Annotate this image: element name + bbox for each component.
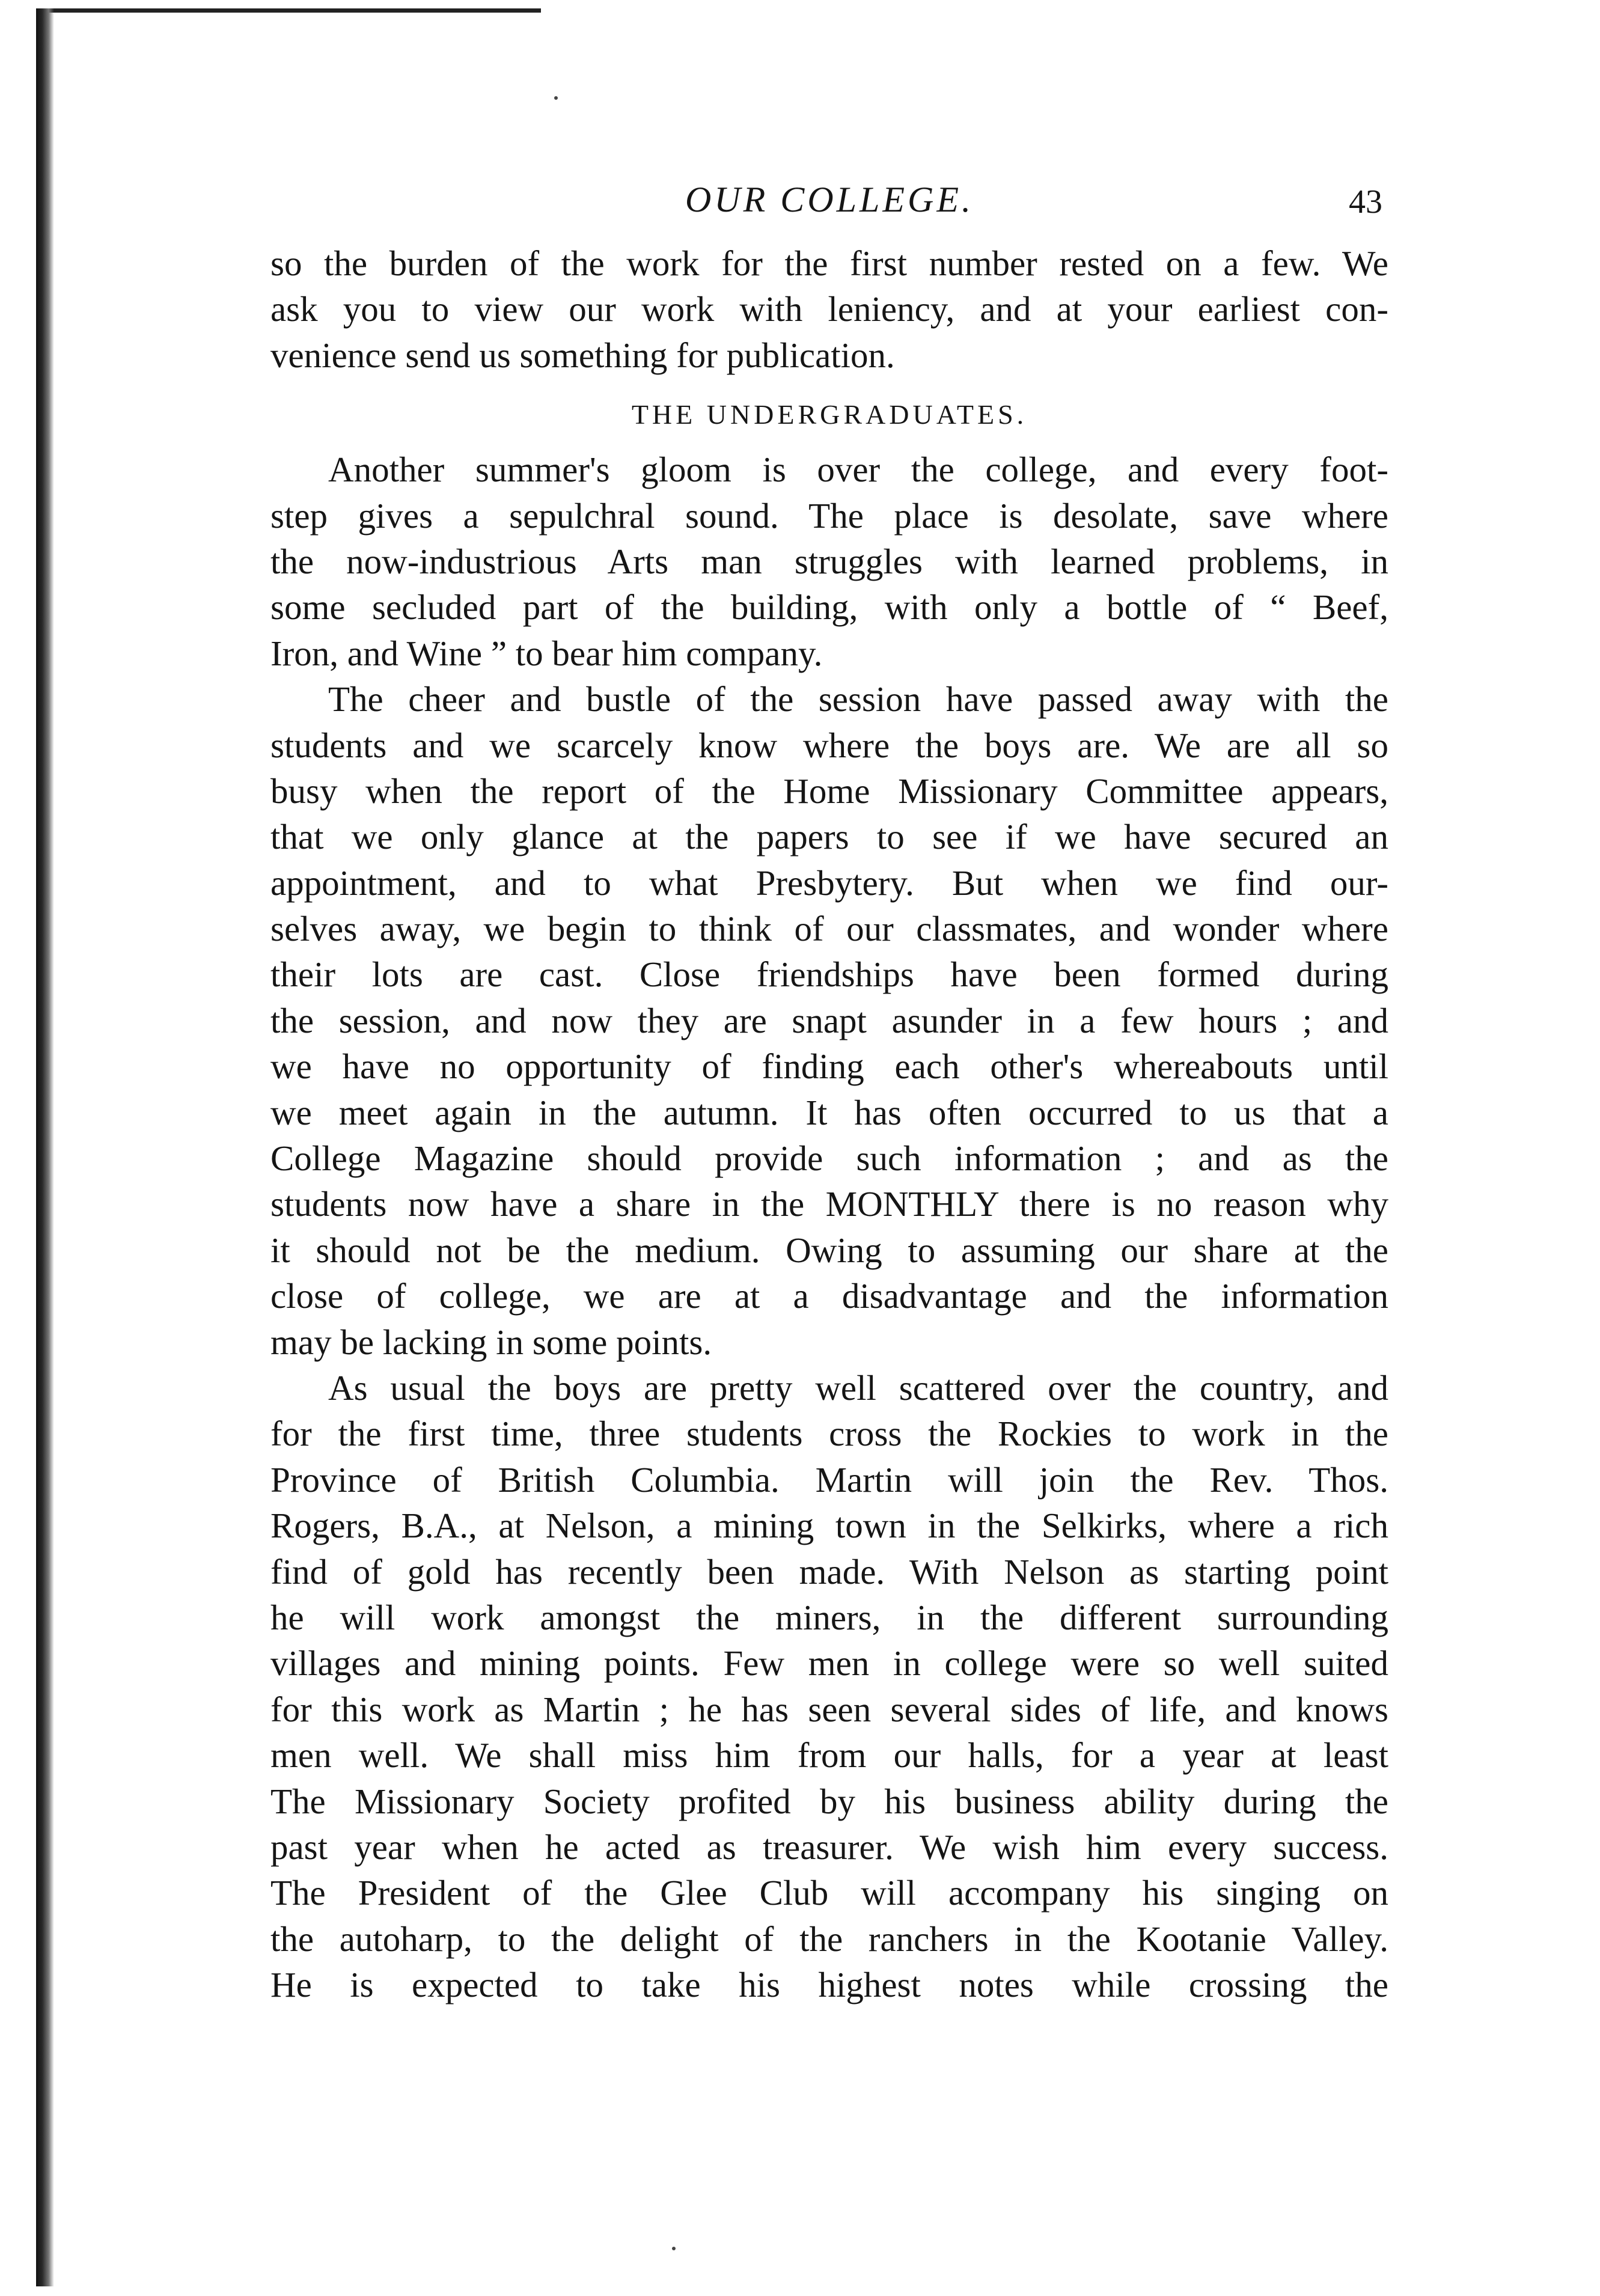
page-number: 43 [1349,183,1382,221]
text-line: we have no opportunity of finding each other's whereabouts until [270,1046,1388,1087]
text-line: Rogers, B.A., at Nelson, a mining town in the Selkirks, where a rich [270,1506,1388,1546]
text-line: the autoharp, to the delight of the ranchers in the Kootanie Valley. [270,1919,1388,1959]
text-line: some secluded part of the building, with only a bottle of “ Beef, [270,587,1388,627]
text-line: He is expected to take his highest notes while crossing the [270,1965,1388,2005]
text-line: the now-industrious Arts man struggles with learned problems, in [270,541,1388,581]
text-line: the session, and now they are snapt asunder in a few hours ; and [270,1000,1388,1040]
running-head [270,173,1388,239]
text-line: As usual the boys are pretty well scattered over the country, and [328,1367,1388,1408]
text-line: venience send us something for publication. [270,335,895,375]
text-line: selves away, we begin to think of our classmates, and wonder where [270,909,1388,949]
section-heading: THE UNDERGRADUATES. [631,399,1028,430]
text-line: close of college, we are at a disadvantage and the information [270,1276,1388,1316]
text-line: students now have a share in the MONTHLY there is no reason why [270,1184,1388,1224]
text-line: The Missionary Society profited by his business ability during the [270,1781,1388,1821]
scan-speck [554,96,558,100]
text-line: Another summer's gloom is over the college, and every foot- [328,450,1388,490]
text-line: for this work as Martin ; he has seen several sides of life, and knows [270,1689,1388,1729]
running-title: OUR COLLEGE. [685,180,974,219]
text-line: The President of the Glee Club will accompany his singing on [270,1873,1388,1913]
text-line: students and we scarcely know where the boys are. We are all so [270,725,1388,765]
text-line: that we only glance at the papers to see if we have secured an [270,817,1388,857]
text-line: busy when the report of the Home Missionary Committee appears, [270,771,1388,811]
text-line: for the first time, three students cross the Rockies to work in the [270,1414,1388,1454]
paragraph-2 [270,676,1388,1365]
text-line: College Magazine should provide such information ; and as the [270,1138,1388,1179]
scan-binding-edge [36,8,54,2286]
text-line: so the burden of the work for the first number rested on a few. We [270,243,1388,283]
text-line: find of gold has recently been made. With Nelson as starting point [270,1551,1388,1592]
text-line: their lots are cast. Close friendships have been formed during [270,954,1388,995]
text-line: may be lacking in some points. [270,1322,712,1362]
scan-top-rule [36,8,541,13]
page-body [270,240,1388,2007]
text-line: it should not be the medium. Owing to assuming our share at the [270,1230,1388,1270]
text-line: Iron, and Wine ” to bear him company. [270,633,823,673]
text-line: past year when he acted as treasurer. We wish him every success. [270,1827,1388,1867]
text-line: appointment, and to what Presbytery. But when we find our- [270,863,1388,903]
paragraph-1 [270,447,1388,676]
scan-speck [672,2247,676,2250]
text-line: we meet again in the autumn. It has often occurred to us that a [270,1092,1388,1132]
text-line: he will work amongst the miners, in the different surrounding [270,1597,1388,1637]
text-line: step gives a sepulchral sound. The place is desolate, save where [270,495,1388,536]
text-line: men well. We shall miss him from our halls, for a year at least [270,1735,1388,1775]
text-line: ask you to view our work with leniency, and at your earliest con- [270,289,1388,329]
paragraph-intro [270,240,1388,378]
text-line: The cheer and bustle of the session have passed away with the [328,679,1388,719]
paragraph-3 [270,1365,1388,2007]
text-line: Province of British Columbia. Martin will join the Rev. Thos. [270,1459,1388,1500]
text-line: villages and mining points. Few men in college were so well suited [270,1643,1388,1684]
